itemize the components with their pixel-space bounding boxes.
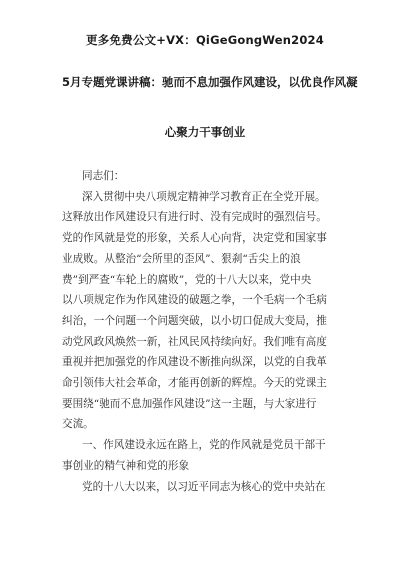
body-line: 党的作风就是党的形象，关系人心向背，决定党和国家事 <box>62 232 327 245</box>
body-line: 命引领伟大社会革命，才能再创新的辉煌。今天的党课主 <box>62 377 327 390</box>
body-line: 交流。 <box>62 418 94 431</box>
section-heading-line: 事创业的精气神和党的形象 <box>62 459 190 472</box>
document-title-line-1: 5月专题党课讲稿：驰而不息加强作风建设，以优良作风凝 <box>62 75 358 89</box>
salutation: 同志们： <box>82 170 125 182</box>
body-line: 以八项规定作为作风建设的破题之拳，一个毛病一个毛病 <box>62 294 327 307</box>
body-line: 党的十八大以来，以习近平同志为核心的党中央站在 <box>82 480 326 493</box>
document-body <box>62 166 352 497</box>
body-line: 业成败。从整治“会所里的歪风”、狠刹“舌尖上的浪 <box>62 252 301 265</box>
body-line: 纠治，一个问题一个问题突破，以小切口促成大变局，推 <box>62 314 327 327</box>
body-line: 重视并把加强党的作风建设不断推向纵深，以党的自我革 <box>62 356 327 369</box>
body-line: 要围绕“驰而不息加强作风建设”这一主题，与大家进行 <box>62 397 317 410</box>
body-line: 费”到严查“车轮上的腐败”，党的十八大以来，党中央 <box>62 273 312 286</box>
watermark-header: 更多免费公文+VX：QiGeGongWen2024 <box>86 33 324 47</box>
document-title-line-2: 心聚力干事创业 <box>164 125 246 139</box>
body-line: 这释放出作风建设只有进行时、没有完成时的强烈信号。 <box>62 211 327 224</box>
section-heading-line: 一、作风建设永远在路上，党的作风就是党员干部干 <box>82 439 326 452</box>
body-line: 动党风政风焕然一新，社风民风持续向好。我们唯有高度 <box>62 335 327 348</box>
body-line: 深入贯彻中央八项规定精神学习教育正在全党开展。 <box>82 190 326 203</box>
